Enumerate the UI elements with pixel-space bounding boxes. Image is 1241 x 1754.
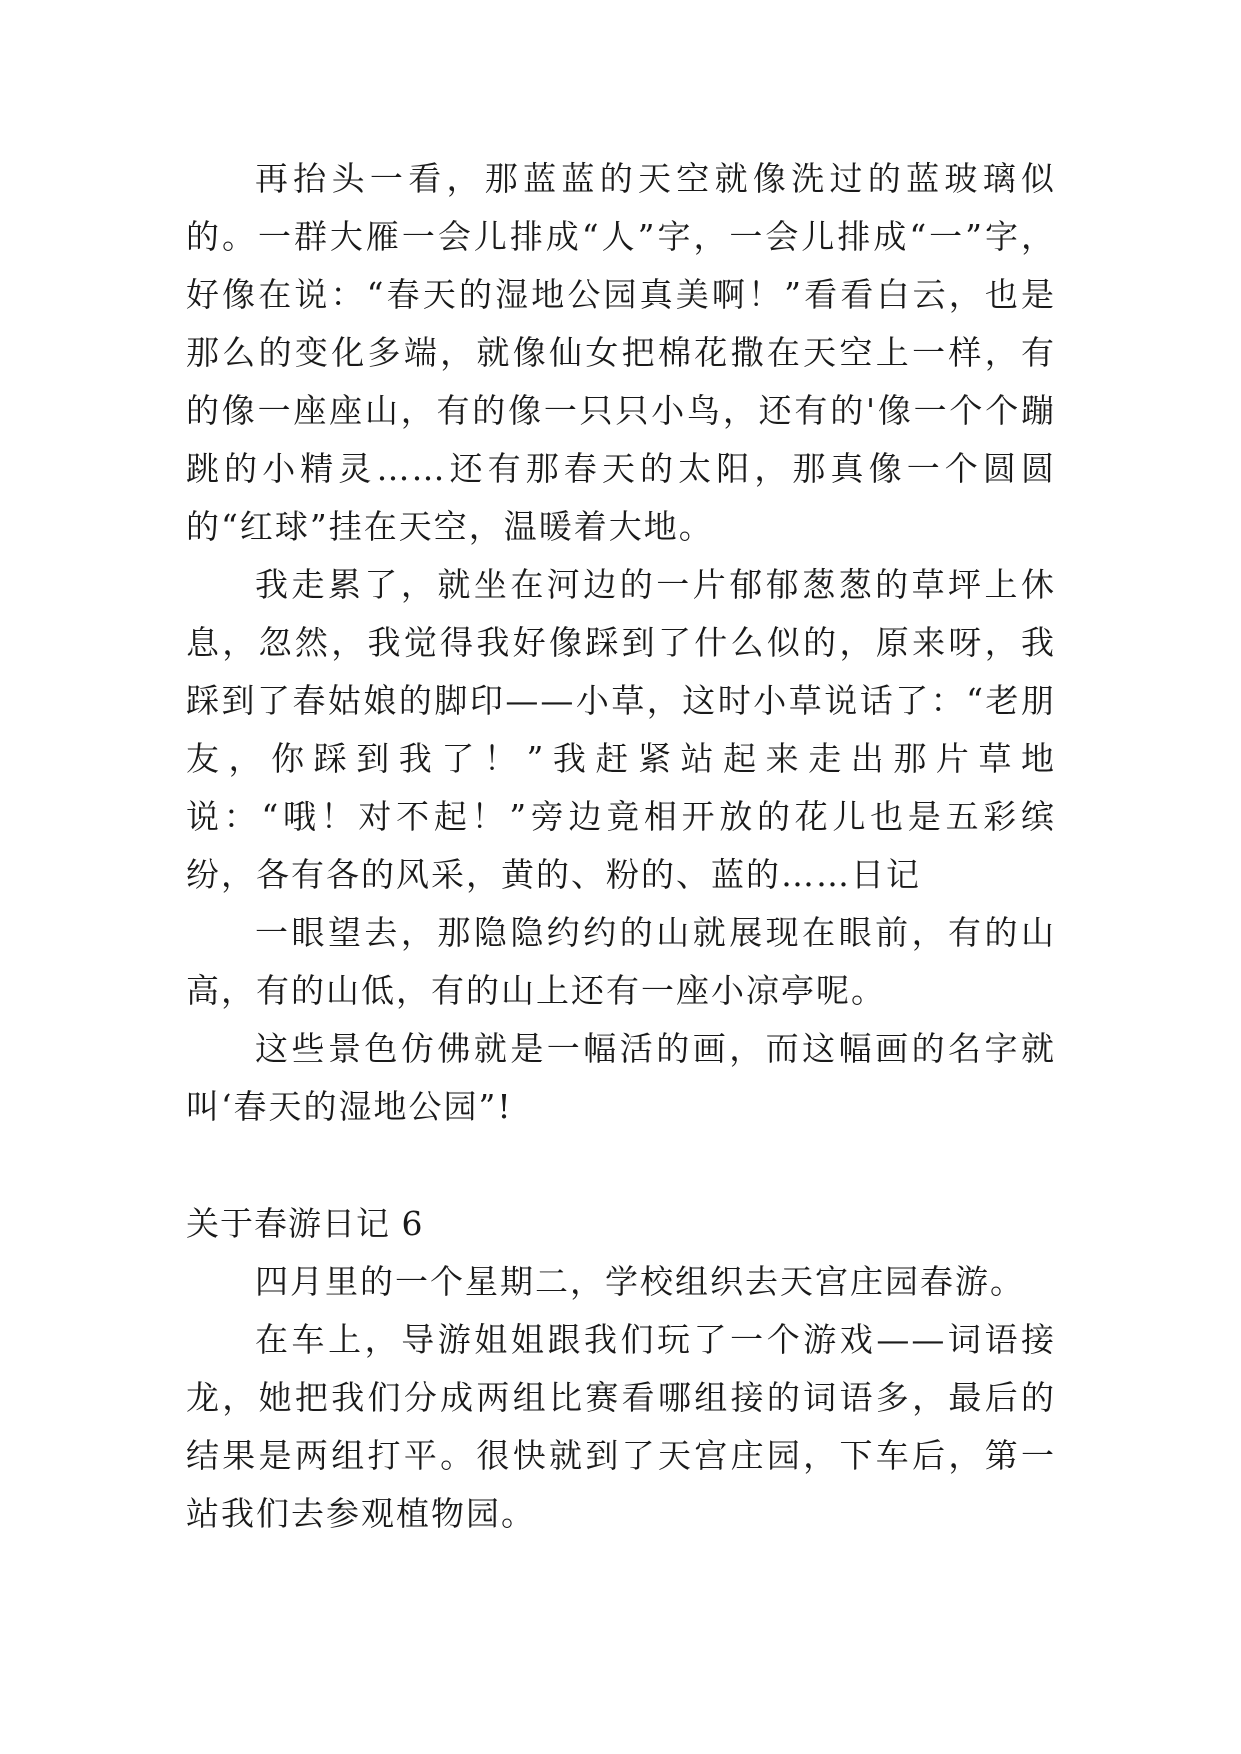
- paragraph-grass: 我走累了，就坐在河边的一片郁郁葱葱的草坪上休息，忽然，我觉得我好像踩到了什么似的，原来呀，我踩到了春姑娘的脚印——小草，这时小草说话了：“老朋友，你踩到我了！”我赶紧站起来走出那片草地说：“哦！对不起！”旁边竟相开放的花儿也是五彩缤纷，各有各的风采，黄的、粉的、蓝的……日记: [186, 565, 1056, 894]
- document-page: [186, 150, 1056, 1543]
- paragraph-painting: 这些景色仿佛就是一幅活的画，而这幅画的名字就叫‘春天的湿地公园”!: [186, 1029, 1056, 1126]
- paragraph-mountains: 一眼望去，那隐隐约约的山就展现在眼前，有的山高，有的山低，有的山上还有一座小凉亭呢。: [186, 913, 1056, 1010]
- paragraph-bus-game: 在车上，导游姐姐跟我们玩了一个游戏——词语接龙，她把我们分成两组比赛看哪组接的词语多，最后的结果是两组打平。很快就到了天宫庄园，下车后，第一站我们去参观植物园。: [186, 1320, 1056, 1533]
- paragraph-trip-intro: 四月里的一个星期二，学校组织去天宫庄园春游。: [255, 1262, 1025, 1301]
- paragraph-sky: 再抬头一看，那蓝蓝的天空就像洗过的蓝玻璃似的。一群大雁一会儿排成“人”字，一会儿排成“一”字，好像在说：“春天的湿地公园真美啊！”看看白云，也是那么的变化多端，就像仙女把棉花撒在天空上一样，有的像一座座山，有的像一只只小鸟，还有的'像一个个蹦跳的小精灵……还有那春天的太阳，那真像一个圆圆的“红球”挂在天空，温暖着大地。: [186, 159, 1056, 546]
- section-heading: 关于春游日记 6: [186, 1204, 424, 1243]
